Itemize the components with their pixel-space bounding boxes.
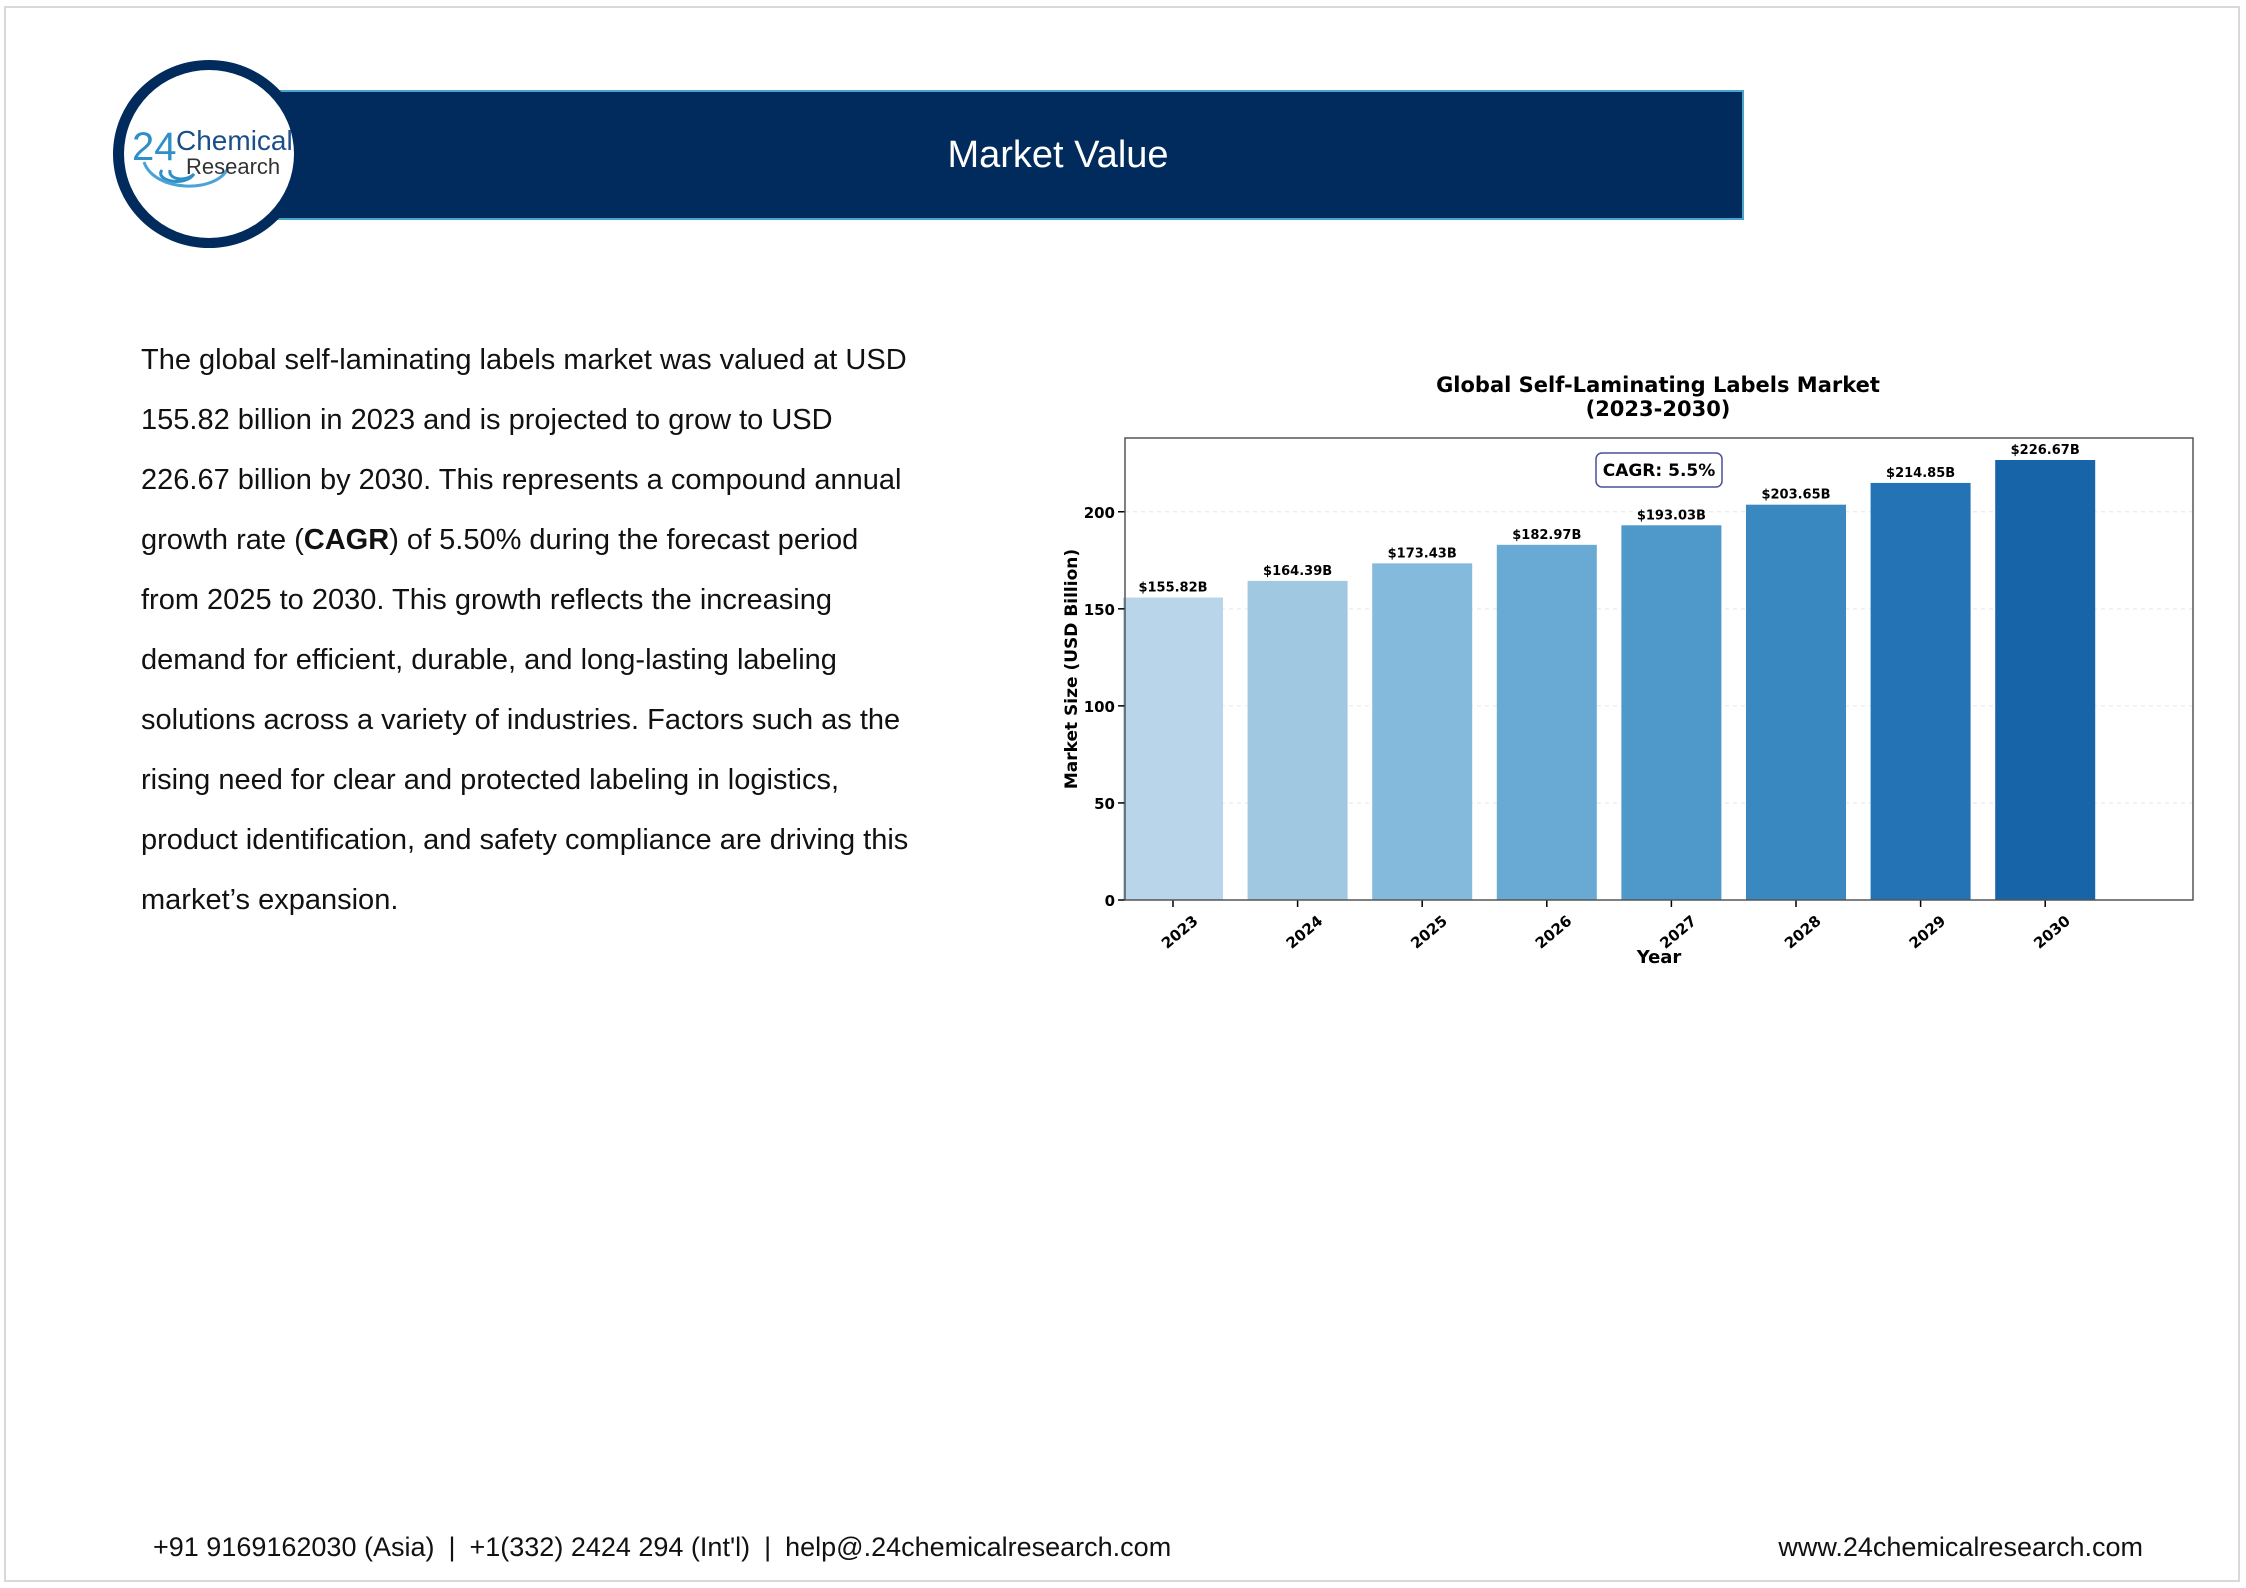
- y-tick-label: 50: [1094, 794, 1115, 813]
- footer-phone-asia: +91 9169162030 (Asia): [153, 1532, 435, 1562]
- logo-number: 24: [132, 125, 177, 169]
- footer-separator: |: [764, 1532, 772, 1562]
- summary-text-2: ) of 5.50% during the forecast period from 2025 to 2030. This growth reflects the increasing demand for efficient, durable, and long-lasting labeling solutions across a variety of industries. Factors such as the rising need for clear and protected labeling in logistics, product identification, and safety compliance are driving this market’s expansion.: [141, 524, 909, 916]
- company-logo: [124, 70, 294, 238]
- y-tick-label: 100: [1083, 697, 1115, 716]
- x-tick-label-2023: 2023: [1158, 911, 1202, 953]
- footer-email-link[interactable]: help@.24chemicalresearch.com: [785, 1532, 1172, 1562]
- summary-text-1: The global self-laminating labels market was valued at USD 155.82 billion in 2023 and is projected to grow to USD 226.67 billion by 2030. This represents a compound annual growth rate (: [141, 344, 907, 556]
- x-tick-label-2029: 2029: [1905, 911, 1950, 953]
- x-tick-label-2026: 2026: [1531, 911, 1576, 953]
- chart-x-ticks: [1158, 900, 2074, 952]
- bar-2024: [1248, 581, 1348, 900]
- data-label-2029: $214.85B: [1886, 465, 1956, 481]
- data-label-2028: $203.65B: [1761, 487, 1831, 503]
- footer-separator: |: [448, 1532, 456, 1562]
- bar-2027: [1621, 525, 1721, 900]
- bar-2023: [1123, 598, 1223, 900]
- bar-2026: [1497, 545, 1597, 900]
- chart-bars: [1123, 460, 2095, 900]
- y-axis-label: Market Size (USD Billion): [1062, 548, 1082, 790]
- x-axis-label: Year: [1636, 947, 1682, 968]
- footer-contact-line: [153, 1532, 1171, 1563]
- x-tick-label-2027: 2027: [1656, 911, 1700, 953]
- footer-phone-intl: +1(332) 2424 294 (Int'l): [469, 1532, 751, 1562]
- chart-y-ticks: [1084, 504, 1125, 910]
- footer-website-link[interactable]: www.24chemicalresearch.com: [1778, 1532, 2143, 1562]
- bar-2028: [1746, 505, 1846, 900]
- market-size-bar-chart: [1040, 360, 2246, 980]
- data-label-2024: $164.39B: [1263, 563, 1333, 579]
- data-label-2026: $182.97B: [1512, 527, 1582, 543]
- market-summary-paragraph: [141, 330, 921, 930]
- x-tick-label-2028: 2028: [1781, 911, 1825, 953]
- y-tick-label: 150: [1083, 600, 1115, 619]
- y-tick-label: 0: [1104, 892, 1115, 910]
- bar-2025: [1372, 563, 1472, 900]
- data-label-2023: $155.82B: [1138, 580, 1208, 596]
- chart-title: Global Self-Laminating Labels Market: [1436, 373, 1880, 397]
- bar-2030: [1995, 460, 2095, 900]
- data-label-2030: $226.67B: [2010, 442, 2080, 458]
- page-title: Market Value: [947, 133, 1169, 176]
- x-tick-label-2024: 2024: [1282, 911, 1327, 953]
- summary-text-bold: CAGR: [303, 524, 390, 556]
- x-tick-label-2025: 2025: [1407, 911, 1451, 953]
- x-tick-label-2030: 2030: [2030, 911, 2074, 953]
- chart-subtitle: (2023-2030): [1585, 397, 1731, 421]
- y-tick-label: 200: [1083, 503, 1115, 522]
- bar-2029: [1871, 483, 1971, 900]
- data-label-2025: $173.43B: [1387, 546, 1457, 562]
- logo-word-research: Research: [186, 154, 281, 179]
- cagr-annotation: CAGR: 5.5%: [1602, 461, 1716, 481]
- logo-word-chemical: Chemical: [176, 125, 293, 156]
- data-label-2027: $193.03B: [1636, 508, 1706, 524]
